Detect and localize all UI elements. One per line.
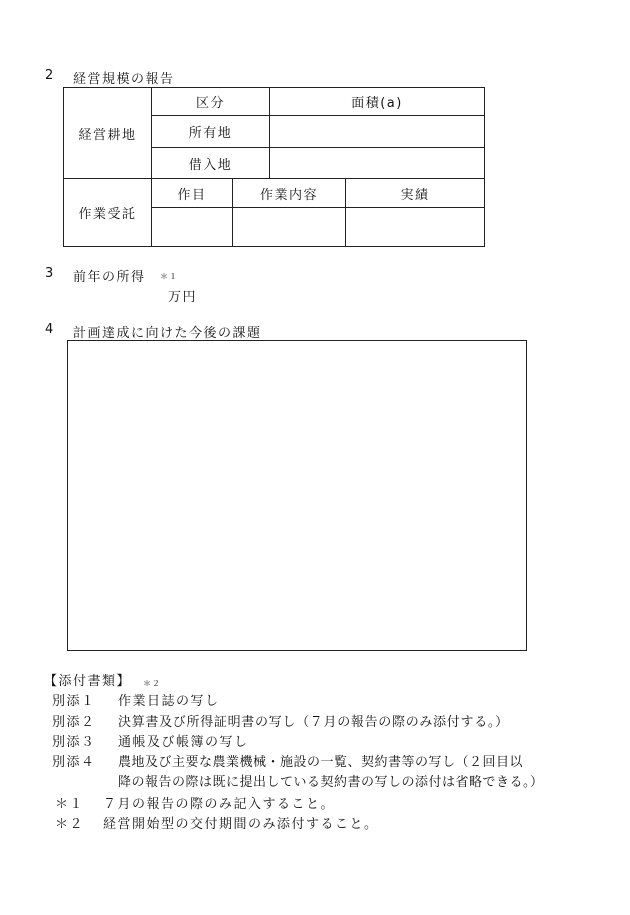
table-border-right (484, 87, 485, 247)
section-2-title: 経営規模の報告 (73, 72, 175, 87)
work-content-header: 作業内容 (259, 187, 318, 203)
previous-year-income-field[interactable] (100, 286, 160, 302)
leased-land-label: 借入地 (188, 157, 233, 173)
leased-land-area-field[interactable] (270, 148, 484, 178)
attachments-note-mark: ＊２ (143, 679, 161, 688)
management-scale-table (0, 0, 630, 250)
contract-work-header: 作業受託 (78, 207, 137, 222)
crop-header: 作目 (177, 187, 207, 203)
crop-field[interactable] (152, 208, 232, 246)
section-3-title: 前年の所得 (73, 270, 146, 285)
attachment-text: 作業日誌の写し (118, 694, 220, 709)
income-unit: 万円 (168, 290, 198, 305)
attachment-label: 別添３ (52, 735, 96, 750)
note-text: ７月の報告の際のみ記入すること。 (103, 797, 336, 812)
farmland-header: 経営耕地 (78, 127, 137, 143)
attachment-text: 決算書及び所得証明書の写し（７月の報告の際のみ添付する。） (118, 715, 509, 730)
section-4-number: 4 (45, 322, 55, 337)
note-text: 経営開始型の交付期間のみ添付すること。 (103, 817, 379, 832)
attachment-label: 別添４ (52, 755, 96, 770)
owned-land-label: 所有地 (188, 126, 233, 141)
attachment-label: 別添１ (52, 694, 96, 709)
table-border-bottom (63, 246, 485, 247)
results-field[interactable] (346, 208, 484, 246)
results-header: 実績 (400, 187, 430, 203)
attachments-heading: 【添付書類】 (44, 674, 132, 689)
attachment-text: 農地及び主要な農業機械・施設の一覧、契約書等の写し（２回目以 (118, 755, 524, 770)
work-content-field[interactable] (233, 208, 345, 246)
owned-land-area-field[interactable] (270, 116, 484, 147)
category-header: 区分 (195, 96, 225, 111)
section-3-number: 3 (45, 266, 55, 281)
attachment-label: 別添２ (52, 715, 96, 730)
section-4-title: 計画達成に向けた今後の課題 (73, 326, 262, 341)
attachment-text-continuation: 降の報告の際は既に提出している契約書の写しの添付は省略できる。） (118, 775, 544, 790)
future-issues-textbox[interactable] (67, 340, 527, 651)
note-mark: ＊２ (55, 817, 85, 832)
attachment-text: 通帳及び帳簿の写し (118, 735, 249, 750)
section-2-number: 2 (45, 68, 55, 83)
section-3-note-mark: ＊１ (160, 272, 178, 281)
area-header: 面積(a) (351, 96, 403, 111)
note-mark: ＊１ (55, 797, 85, 812)
